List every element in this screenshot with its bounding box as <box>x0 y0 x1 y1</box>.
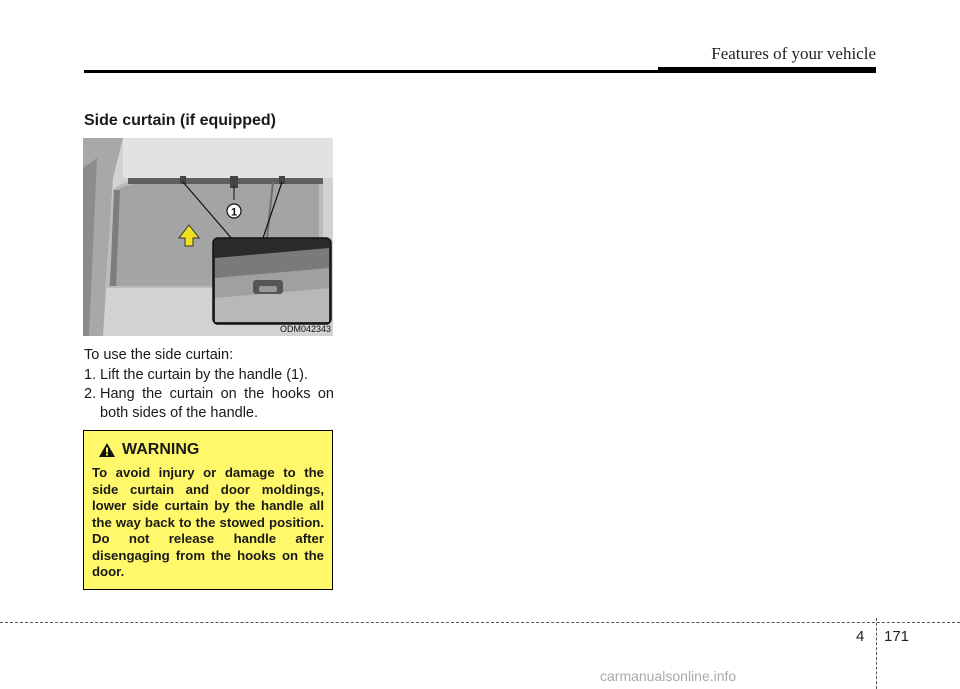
step-number: 2. <box>84 386 97 402</box>
chapter-number: 4 <box>856 628 865 645</box>
step-item <box>84 385 334 423</box>
warning-header <box>98 441 324 459</box>
section-heading: Side curtain (if equipped) <box>84 112 277 129</box>
step-item <box>84 366 334 385</box>
step-text: Hang the curtain on the hooks on both sides of the handle. <box>100 386 334 421</box>
side-curtain-illustration <box>83 138 333 336</box>
intro-text: To use the side curtain: <box>84 347 234 363</box>
watermark: carmanualsonline.info <box>600 668 737 684</box>
footer-divider-vertical <box>876 618 877 689</box>
warning-title: WARNING <box>122 441 200 458</box>
page-header-title: Features of your vehicle <box>711 44 876 63</box>
warning-text: To avoid injury or damage to the side curtain and door moldings, lower side curtain by the handle all the way back to the stowed position. Do not release handle after disengaging from the hooks on the door. <box>92 465 324 579</box>
header-rule-accent <box>658 67 876 73</box>
callout-label: 1 <box>230 206 238 219</box>
footer-divider <box>0 622 960 623</box>
curtain-drawing <box>83 138 333 336</box>
step-number: 1. <box>84 367 97 383</box>
warning-triangle-icon <box>98 442 116 458</box>
figure-code: ODM042343 <box>279 324 331 334</box>
warning-box <box>83 430 333 590</box>
page-number: 171 <box>884 628 910 645</box>
instructions <box>84 346 334 423</box>
step-text: Lift the curtain by the handle (1). <box>100 367 308 383</box>
